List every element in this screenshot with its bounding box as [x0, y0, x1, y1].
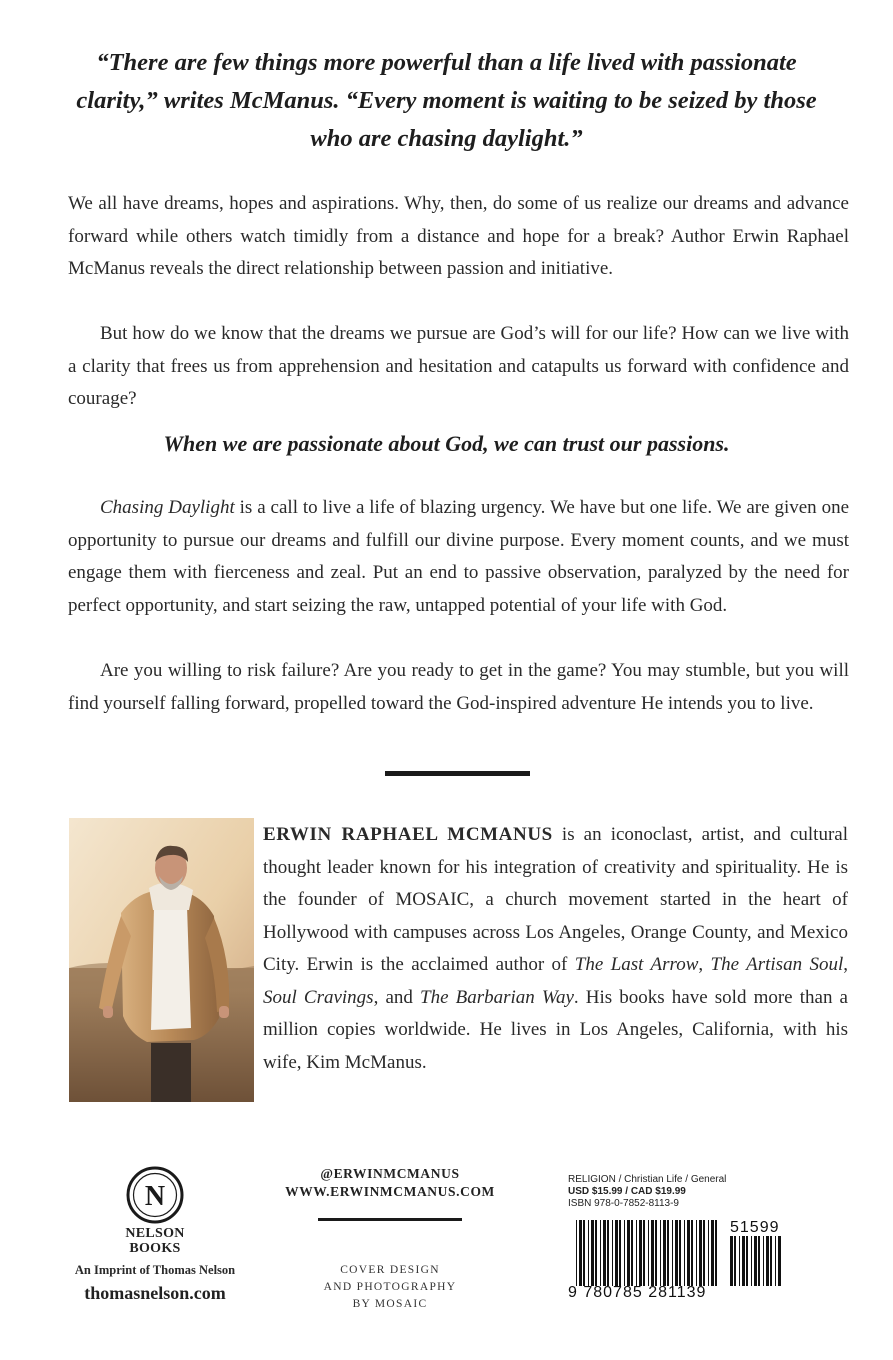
barcode-bar — [775, 1236, 776, 1286]
barcode-bar — [576, 1220, 577, 1286]
barcode-bar — [734, 1236, 736, 1286]
barcode-bar — [763, 1236, 764, 1286]
barcode-bar — [699, 1220, 702, 1286]
tagline: When we are passionate about God, we can trust our passions. — [163, 431, 730, 456]
barcode-bar — [612, 1220, 613, 1286]
contact-divider — [318, 1218, 462, 1221]
author-contact — [265, 1165, 515, 1201]
book-category: RELIGION / Christian Life / General — [568, 1174, 727, 1185]
barcode-bar — [631, 1220, 633, 1286]
bio-separator: , — [843, 954, 849, 975]
publisher-name — [60, 1226, 250, 1256]
barcode-bar — [619, 1220, 621, 1286]
barcode-bar — [691, 1220, 693, 1286]
intro-paragraph-2: But how do we know that the dreams we pursue are God’s will for our life? How can we live with a clarity that frees us from apprehension and hesitation and catapults us forward with confidence and courage? — [68, 323, 849, 409]
author-name: ERWIN RAPHAEL MCMANUS — [263, 824, 553, 845]
barcode-bar — [696, 1220, 697, 1286]
barcode-bar — [636, 1220, 637, 1286]
barcode-bar — [588, 1220, 589, 1286]
book-price: USD $15.99 / CAD $19.99 — [568, 1186, 686, 1197]
barcode-digits-left: 780785 — [583, 1284, 643, 1301]
credits-line: BY MOSAIC — [352, 1298, 428, 1310]
book-title: The Last Arrow — [574, 954, 699, 975]
logo-letter: N — [144, 1181, 166, 1212]
social-handle: @ERWINMCMANUS — [320, 1166, 460, 1181]
barcode-bar — [708, 1220, 709, 1286]
barcode-bar — [687, 1220, 690, 1286]
section-divider — [385, 771, 530, 776]
bio-separator: , and — [373, 986, 420, 1008]
bio-text: is an iconoclast, artist, and cultural thought leader known for his integration of creativity and spirituality. He is the founder of MOSAIC, a church movement started in the heart of Hollywood with campuses across Los Angeles, Orange County, and Mexico City. Erwin is the acclaimed author of — [263, 824, 848, 975]
imprint-line: An Imprint of Thomas Nelson — [74, 1263, 236, 1277]
barcode-bar — [607, 1220, 609, 1286]
barcode-bar — [679, 1220, 681, 1286]
barcode-bar — [627, 1220, 630, 1286]
barcode-digits-right: 281139 — [648, 1284, 707, 1301]
barcode-bar — [672, 1220, 673, 1286]
author-photo — [69, 818, 254, 1102]
barcode-bar — [778, 1236, 781, 1286]
author-website: WWW.ERWINMCMANUS.COM — [285, 1184, 495, 1199]
bio-text: . His books have sold more than a million copies worldwide. He lives in Los Angeles, California, with his wife, Kim McManus. — [263, 986, 848, 1073]
intro-paragraph-1: We all have dreams, hopes and aspirations. Why, then, do some of us realize our dreams and advance forward while others watch timidly from a distance and hope for a break? Author Erwin Raphael McManus reveals the direct relationship between passion and initiative. — [68, 193, 849, 279]
barcode-addon-digits: 51599 — [730, 1219, 780, 1236]
author-bio — [263, 819, 848, 1079]
body-paragraph-1 — [68, 492, 849, 622]
barcode-bar — [655, 1220, 657, 1286]
barcode-bar — [624, 1220, 625, 1286]
publisher-name-line2: BOOKS — [129, 1241, 181, 1256]
cover-credits — [300, 1262, 480, 1313]
barcode-bar — [667, 1220, 669, 1286]
barcode-bar — [660, 1220, 661, 1286]
barcode-bar — [639, 1220, 642, 1286]
barcode-bar — [579, 1220, 582, 1286]
barcode-bar — [766, 1236, 769, 1286]
barcode-bar — [595, 1220, 597, 1286]
credits-line: AND PHOTOGRAPHY — [323, 1281, 457, 1293]
barcode-bar — [711, 1220, 714, 1286]
credits-line: COVER DESIGN — [340, 1264, 440, 1276]
barcode-bar — [739, 1236, 740, 1286]
barcode-bar — [603, 1220, 606, 1286]
author-portrait-illustration — [69, 818, 254, 1102]
barcode-bar — [751, 1236, 752, 1286]
barcode-bar — [703, 1220, 705, 1286]
barcode-bar — [742, 1236, 745, 1286]
book-title: The Artisan Soul — [710, 954, 844, 975]
barcode-bar — [648, 1220, 649, 1286]
barcode-bar — [730, 1236, 733, 1286]
barcode-bar — [600, 1220, 601, 1286]
barcode-bar — [684, 1220, 685, 1286]
barcode-bar — [746, 1236, 748, 1286]
book-title: Chasing Daylight — [100, 497, 235, 518]
barcode-bar — [591, 1220, 594, 1286]
barcode-bar — [583, 1220, 585, 1286]
barcode-bar — [651, 1220, 654, 1286]
book-title: Soul Cravings — [263, 986, 374, 1008]
barcode-bar — [615, 1220, 618, 1286]
barcode-bar — [758, 1236, 760, 1286]
publisher-block — [60, 1166, 250, 1304]
book-title: The Barbarian Way — [420, 986, 574, 1008]
barcode-bar — [675, 1220, 678, 1286]
pull-quote: “There are few things more powerful than a life lived with passionate clarity,” writes McManus. “Every moment is waiting to be seized by those who are chasing daylight.” — [76, 49, 817, 152]
isbn: ISBN 978-0-7852-8113-9 — [568, 1198, 679, 1209]
bio-separator: , — [698, 954, 711, 975]
nelson-books-logo-icon — [126, 1166, 184, 1224]
barcode-block — [568, 1174, 786, 1308]
barcode-bar — [715, 1220, 717, 1286]
barcode-bar — [754, 1236, 757, 1286]
barcode-digit-first: 9 — [568, 1284, 578, 1301]
barcode-bar — [770, 1236, 772, 1286]
body-paragraph-2: Are you willing to risk failure? Are you ready to get in the game? You may stumble, but you will find yourself falling forward, propelled toward the God-inspired adventure He intends you to live. — [68, 660, 849, 714]
barcode-bar — [663, 1220, 666, 1286]
body-paragraph-1-text: is a call to live a life of blazing urgency. We have but one life. We are given one opportunity to pursue our dreams and fulfill our divine purpose. Every moment counts, and we must engage them with fierceness and zeal. Put an end to passive observation, paralyzed by the need for perfect opportunity, and start seizing the raw, untapped potential of your life with God. — [68, 497, 850, 616]
publisher-name-line1: NELSON — [125, 1226, 185, 1241]
barcode-digits — [568, 1284, 786, 1302]
barcode-bar — [643, 1220, 645, 1286]
publisher-url: thomasnelson.com — [84, 1283, 226, 1303]
